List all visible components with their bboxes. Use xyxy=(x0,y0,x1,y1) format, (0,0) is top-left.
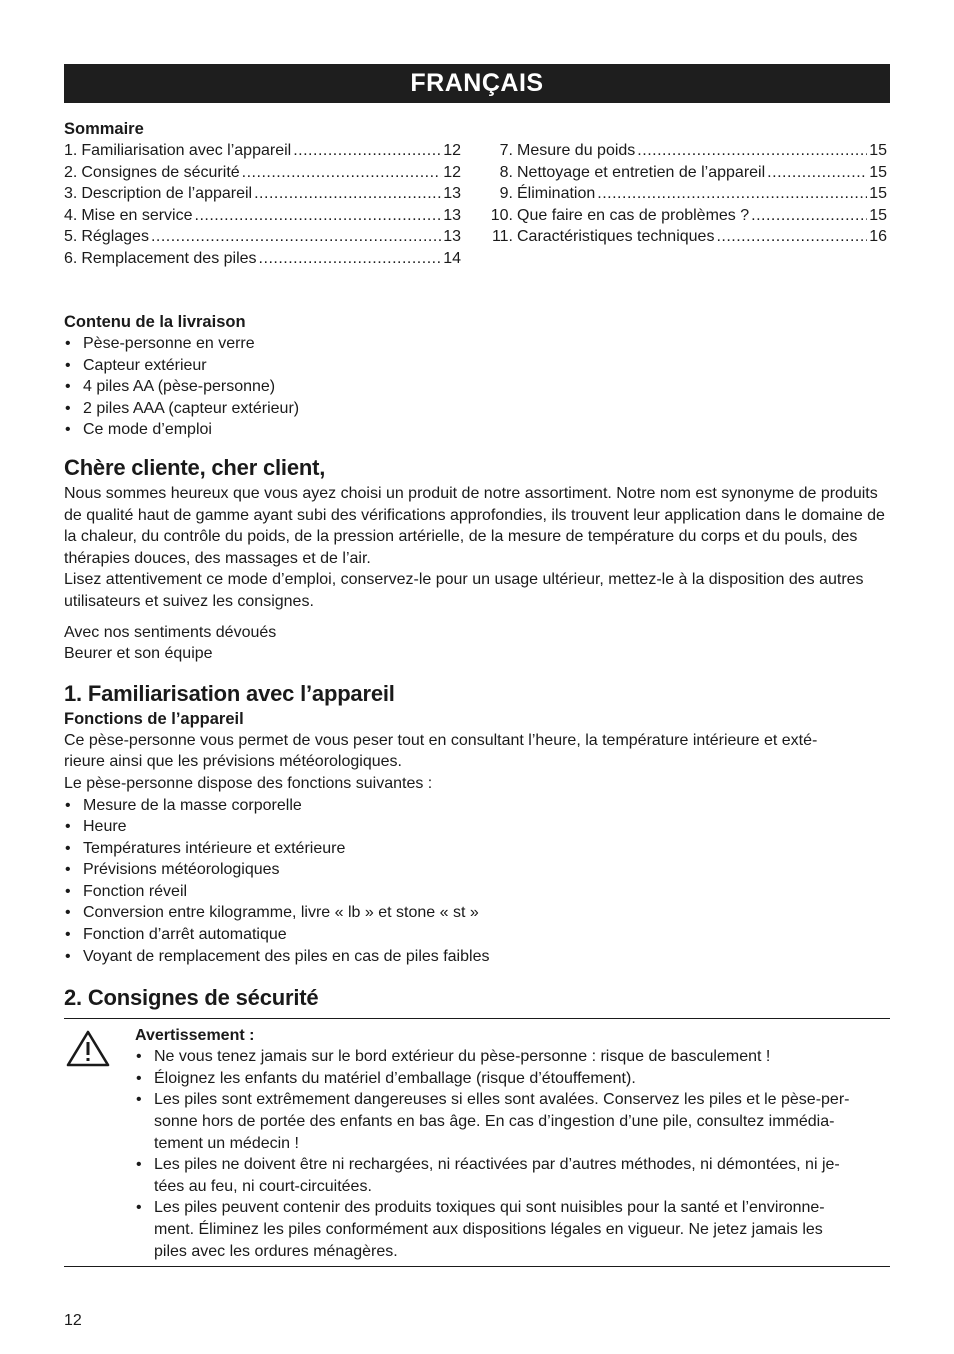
section-1-subheading: Fonctions de l’appareil xyxy=(64,709,244,728)
toc-entry[interactable] xyxy=(64,162,461,184)
list-item: • Fonction d’arrêt automatique xyxy=(64,924,890,946)
warning-triangle-icon xyxy=(66,1029,110,1067)
toc-leader-dots xyxy=(767,162,867,184)
functions-list xyxy=(64,795,890,968)
list-item xyxy=(135,1046,890,1068)
toc-entry-page: 15 xyxy=(869,163,887,181)
toc-heading: Sommaire xyxy=(64,120,144,138)
toc-leader-dots xyxy=(751,205,867,227)
toc-leader-dots xyxy=(259,248,442,270)
toc-entry[interactable] xyxy=(64,140,461,162)
list-item: • 4 piles AA (pèse-personne) xyxy=(64,376,890,398)
toc-entry-page: 15 xyxy=(869,142,887,159)
toc-entry[interactable] xyxy=(489,205,887,227)
toc-leader-dots xyxy=(716,226,867,248)
toc-entry-label: Consignes de sécurité xyxy=(81,163,240,181)
greeting-closing-1: Avec nos sentiments dévoués xyxy=(64,623,277,641)
section-1-paragraph-1-line-2: rieure ainsi que les prévisions météorologiques. xyxy=(64,753,402,771)
list-item-line: • Les piles peuvent contenir des produits toxiques qui sont nuisibles pour la santé et l’environne- xyxy=(154,1199,825,1217)
toc-entry-number: 6. xyxy=(64,249,78,267)
toc-entry-label: Que faire en cas de problèmes ? xyxy=(517,206,750,224)
toc-column-left xyxy=(64,140,461,270)
toc-entry[interactable] xyxy=(489,140,887,162)
toc-entry-page: 15 xyxy=(869,206,887,224)
toc-leader-dots xyxy=(254,183,441,205)
toc-entry-number: 5. xyxy=(64,228,78,246)
greeting-heading: Chère cliente, cher client, xyxy=(64,454,326,480)
toc-entry[interactable] xyxy=(64,226,461,248)
toc-entry-page: 16 xyxy=(869,228,887,246)
list-item: • 2 piles AAA (capteur extérieur) xyxy=(64,398,890,420)
toc-entry-page: 12 xyxy=(443,163,461,181)
list-item xyxy=(135,1089,890,1154)
delivery-heading: Contenu de la livraison xyxy=(64,313,246,331)
page-number: 12 xyxy=(64,1312,82,1329)
list-item-line: Ne vous tenez jamais sur le bord extérieur du pèse-personne : risque de basculement ! xyxy=(154,1048,771,1066)
toc-entry-page: 13 xyxy=(443,185,461,203)
toc-entry[interactable] xyxy=(489,226,887,248)
toc-entry-number: 1. xyxy=(64,142,78,159)
page-content xyxy=(64,64,890,1267)
list-item: • Mesure de la masse corporelle xyxy=(64,795,890,817)
toc-entry-number: 11. xyxy=(491,228,513,246)
toc-entry-label: Description de l’appareil xyxy=(81,185,253,203)
list-item xyxy=(135,1197,890,1262)
toc-entry-number: 8. xyxy=(499,163,513,181)
list-item: • Fonction réveil xyxy=(64,881,890,903)
list-item-line: ment. Éliminez les piles conformément aux dispositions légales en vigueur. Ne jetez jamais les xyxy=(154,1221,823,1238)
toc-entry-page: 14 xyxy=(443,249,461,267)
warning-block xyxy=(64,1018,890,1267)
list-item-line: • Les piles sont extrêmement dangereuses si elles sont avalées. Conservez les piles et le pèse-per- xyxy=(154,1091,850,1109)
toc-entry[interactable] xyxy=(489,162,887,184)
table-of-contents xyxy=(64,140,890,290)
delivery-list xyxy=(64,333,890,441)
greeting-closing-2: Beurer et son équipe xyxy=(64,645,213,663)
list-item-line: tement un médecin ! xyxy=(154,1134,299,1152)
toc-entry-label: Mise en service xyxy=(81,206,193,224)
toc-entry-label: Nettoyage et entretien de l’appareil xyxy=(517,163,766,181)
toc-entry-page: 15 xyxy=(869,185,887,203)
toc-leader-dots xyxy=(151,226,441,248)
list-item: • Capteur extérieur xyxy=(64,355,890,377)
toc-leader-dots xyxy=(242,162,442,184)
toc-entry-page: 13 xyxy=(443,206,461,224)
list-item: • Voyant de remplacement des piles en cas de piles faibles xyxy=(64,946,890,968)
toc-entry[interactable] xyxy=(64,205,461,227)
toc-entry-label: Élimination xyxy=(517,185,596,203)
toc-entry[interactable] xyxy=(64,183,461,205)
toc-entry-page: 13 xyxy=(443,228,461,246)
list-item: • Températures intérieure et extérieure xyxy=(64,838,890,860)
greeting-paragraph-1: Nous sommes heureux que vous ayez choisi un produit de notre assortiment. Notre nom est synonyme de produits de qualité haut de gamme ayant subi des vérifications approfondies, ils trouvent leur application dans le domaine de la chaleur, du contrôle du poids, de la pression artérielle, de la mesure de température du corps et du pouls, des thérapies douces, des massages et de l’air. xyxy=(64,484,885,567)
section-1-paragraph-1-line-1: Ce pèse-personne vous permet de vous peser tout en consultant l’heure, la température intérieure et exté- xyxy=(64,731,818,749)
toc-entry[interactable] xyxy=(489,183,887,205)
warning-title: Avertissement : xyxy=(135,1027,255,1045)
greeting-paragraph-2: Lisez attentivement ce mode d’emploi, conservez-le pour un usage ultérieur, mettez-le à la disposition des autres utilisateurs et suivez les consignes. xyxy=(64,571,864,610)
section-1-paragraph-2: Le pèse-personne dispose des fonctions suivantes : xyxy=(64,774,433,792)
toc-entry-number: 10. xyxy=(490,206,513,224)
section-2-heading: 2. Consignes de sécurité xyxy=(64,985,319,1011)
toc-entry-label: Caractéristiques techniques xyxy=(517,228,715,246)
toc-entry-number: 2. xyxy=(64,163,78,181)
list-item: • Conversion entre kilogramme, livre « lb » et stone « st » xyxy=(64,902,890,924)
list-item: • Heure xyxy=(64,816,890,838)
toc-entry-number: 3. xyxy=(64,185,78,203)
toc-entry-number: 4. xyxy=(64,206,78,224)
toc-leader-dots xyxy=(597,183,867,205)
toc-leader-dots xyxy=(195,205,442,227)
list-item: • Ce mode d’emploi xyxy=(64,419,890,441)
section-1-heading: 1. Familiarisation avec l’appareil xyxy=(64,680,395,706)
toc-entry-label: Réglages xyxy=(81,228,149,246)
toc-entry-label: Mesure du poids xyxy=(517,142,636,159)
toc-entry-number: 9. xyxy=(499,185,513,203)
list-item: • Pèse-personne en verre xyxy=(64,333,890,355)
language-banner: FRANÇAIS xyxy=(64,64,890,103)
toc-entry-label: Familiarisation avec l’appareil xyxy=(81,142,292,159)
toc-leader-dots xyxy=(637,140,867,162)
toc-entry[interactable] xyxy=(64,248,461,270)
list-item-line: piles avec les ordures ménagères. xyxy=(154,1242,398,1260)
toc-entry-number: 7. xyxy=(499,142,513,159)
list-item-line: sonne hors de portée des enfants en bas âge. En cas d’ingestion d’une pile, consultez immédia- xyxy=(154,1113,835,1131)
toc-leader-dots xyxy=(293,140,441,162)
list-item-line: tées au feu, ni court-circuitées. xyxy=(154,1177,372,1195)
toc-entry-label: Remplacement des piles xyxy=(81,249,257,267)
list-item: • Prévisions météorologiques xyxy=(64,859,890,881)
toc-entry-page: 12 xyxy=(443,142,461,159)
list-item xyxy=(135,1068,890,1090)
list-item-line: • Les piles ne doivent être ni rechargées, ni réactivées par d’autres méthodes, ni démontées, ni je- xyxy=(154,1156,840,1174)
toc-column-right xyxy=(489,140,887,248)
warning-list xyxy=(135,1046,890,1262)
list-item xyxy=(135,1154,890,1197)
list-item-line: Éloignez les enfants du matériel d’emballage (risque d’étouffement). xyxy=(154,1069,636,1087)
